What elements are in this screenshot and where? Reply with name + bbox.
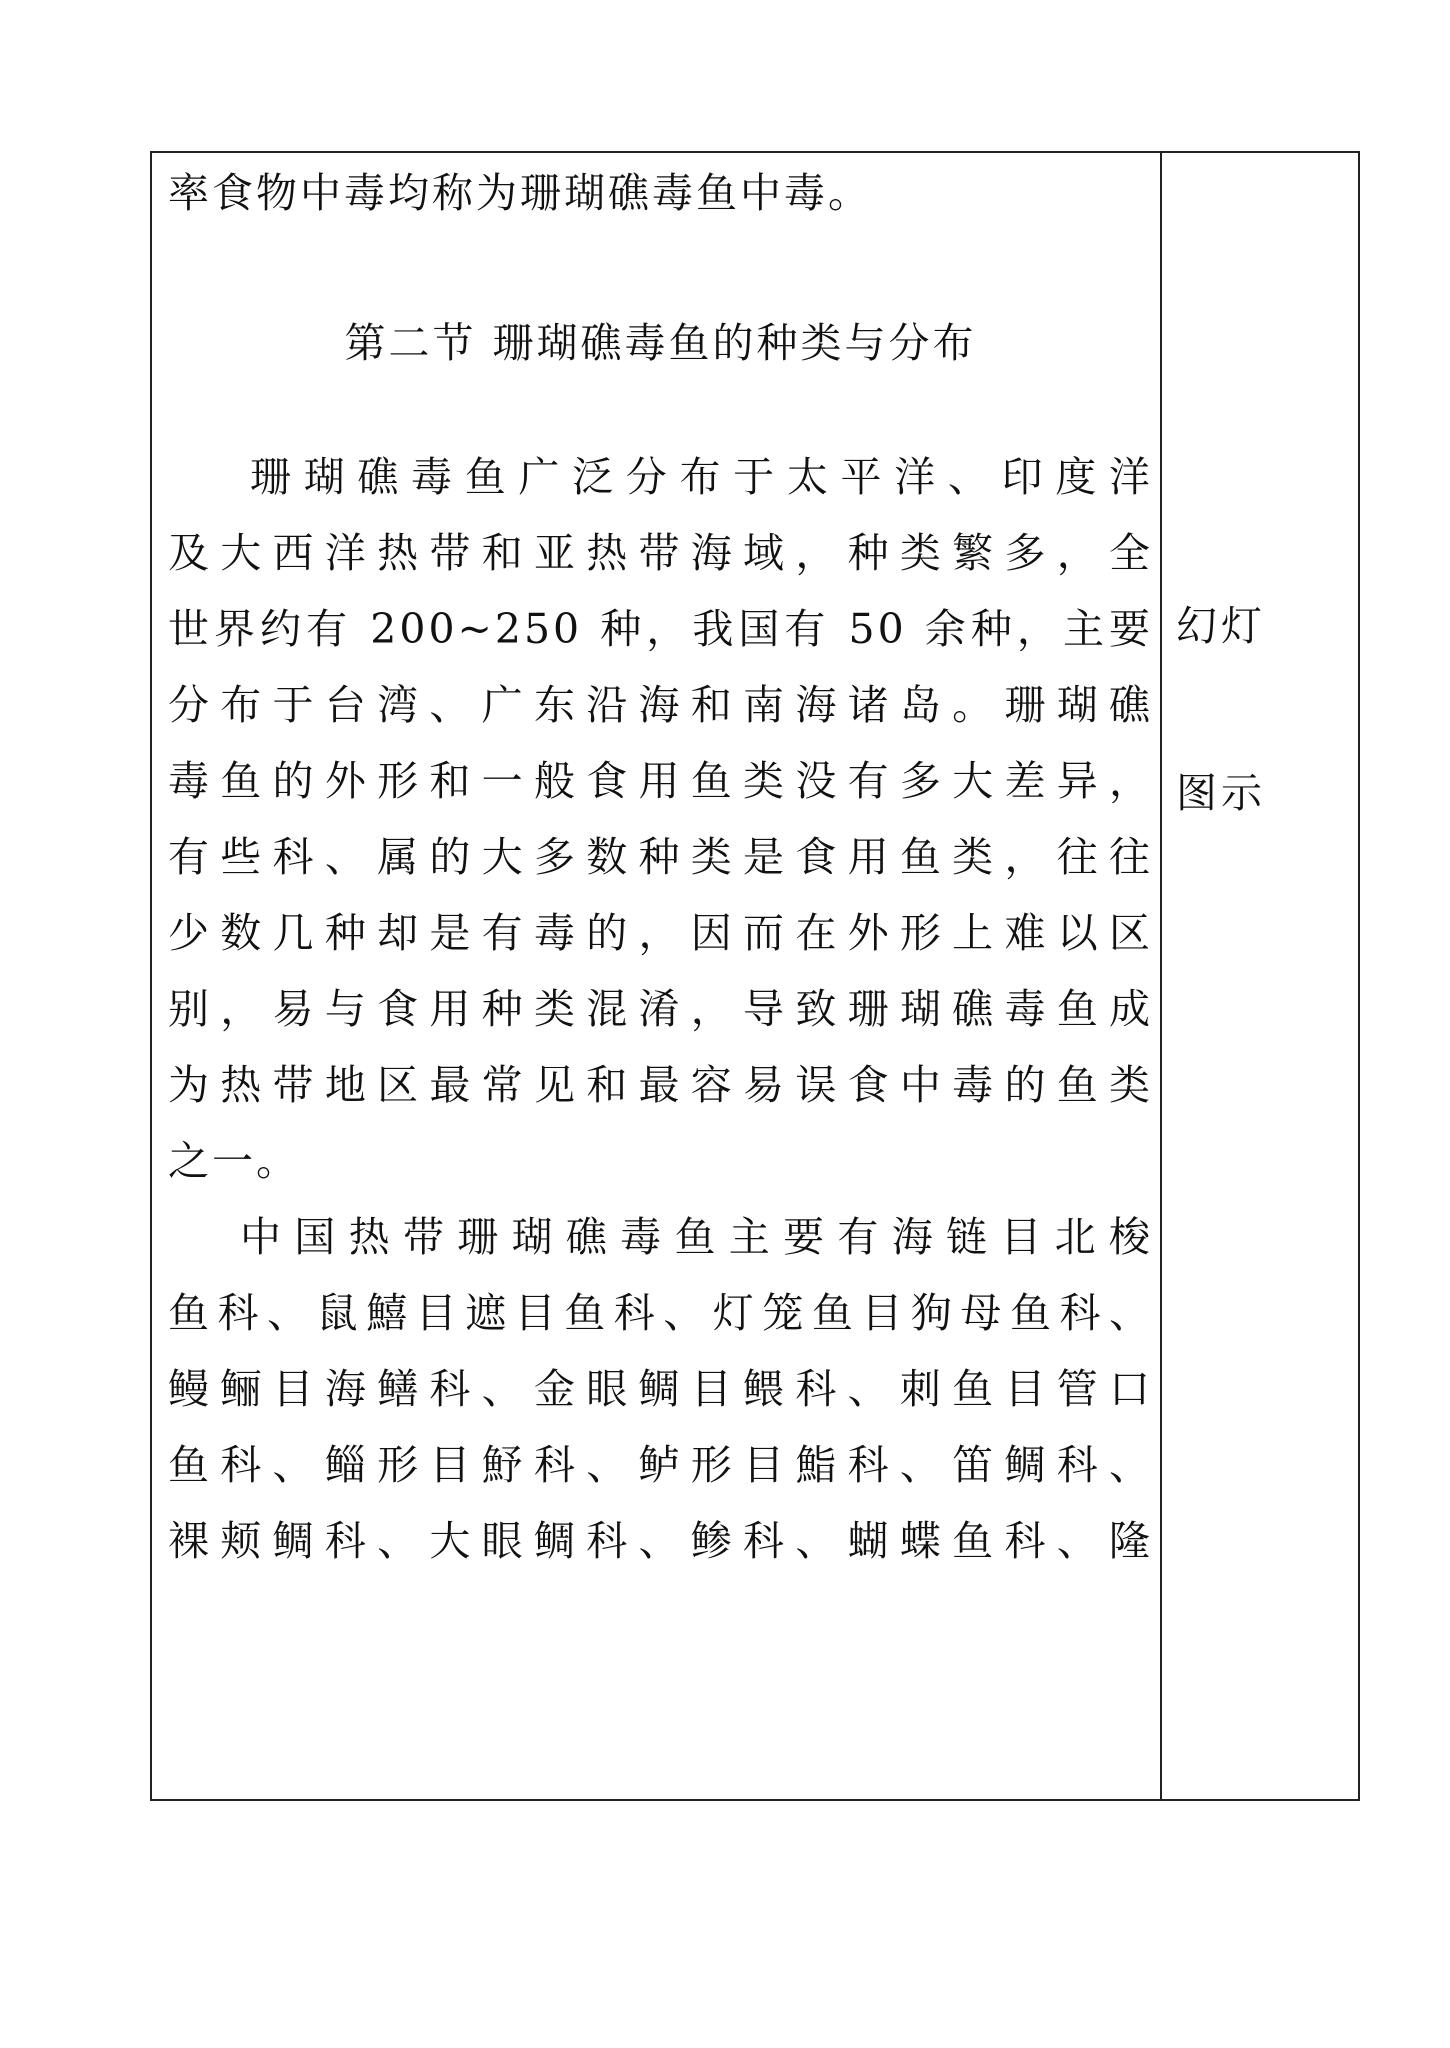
side-note-illustration: 图示 xyxy=(1176,769,1266,817)
document-table xyxy=(150,151,1360,1801)
notes-column xyxy=(1176,153,1346,1799)
side-note-slides: 幻灯 xyxy=(1176,602,1266,650)
text-line: 裸颊鲷科、大眼鲷科、鲹科、蝴蝶鱼科、隆 xyxy=(168,1517,1153,1565)
text-line: 之一。 xyxy=(168,1137,300,1185)
main-text-column xyxy=(168,153,1153,1799)
text-line: 有些科、属的大多数种类是食用鱼类，往往 xyxy=(168,833,1153,881)
text-line: 及大西洋热带和亚热带海域，种类繁多，全 xyxy=(168,529,1153,577)
text-line: 别，易与食用种类混淆，导致珊瑚礁毒鱼成 xyxy=(168,985,1153,1033)
section-heading: 第二节 珊瑚礁毒鱼的种类与分布 xyxy=(344,319,977,367)
text-line: 中国热带珊瑚礁毒鱼主要有海链目北梭 xyxy=(240,1213,1153,1261)
text-line: 为热带地区最常见和最容易误食中毒的鱼类 xyxy=(168,1061,1153,1109)
text-line: 鱼科、鼠鱚目遮目鱼科、灯笼鱼目狗母鱼科、 xyxy=(168,1289,1153,1337)
text-line: 珊瑚礁毒鱼广泛分布于太平洋、印度洋 xyxy=(250,453,1153,501)
text-line: 率食物中毒均称为珊瑚礁毒鱼中毒。 xyxy=(168,169,872,217)
text-line: 鳗鲡目海鳝科、金眼鲷目鳂科、刺鱼目管口 xyxy=(168,1365,1153,1413)
text-line: 少数几种却是有毒的，因而在外形上难以区 xyxy=(168,909,1153,957)
text-line: 世界约有 200~250 种，我国有 50 余种，主要 xyxy=(168,605,1153,653)
text-line: 毒鱼的外形和一般食用鱼类没有多大差异， xyxy=(168,757,1153,805)
column-divider xyxy=(1160,153,1162,1799)
text-line: 分布于台湾、广东沿海和南海诸岛。珊瑚礁 xyxy=(168,681,1153,729)
text-line: 鱼科、鲻形目魣科、鲈形目鮨科、笛鲷科、 xyxy=(168,1441,1153,1489)
